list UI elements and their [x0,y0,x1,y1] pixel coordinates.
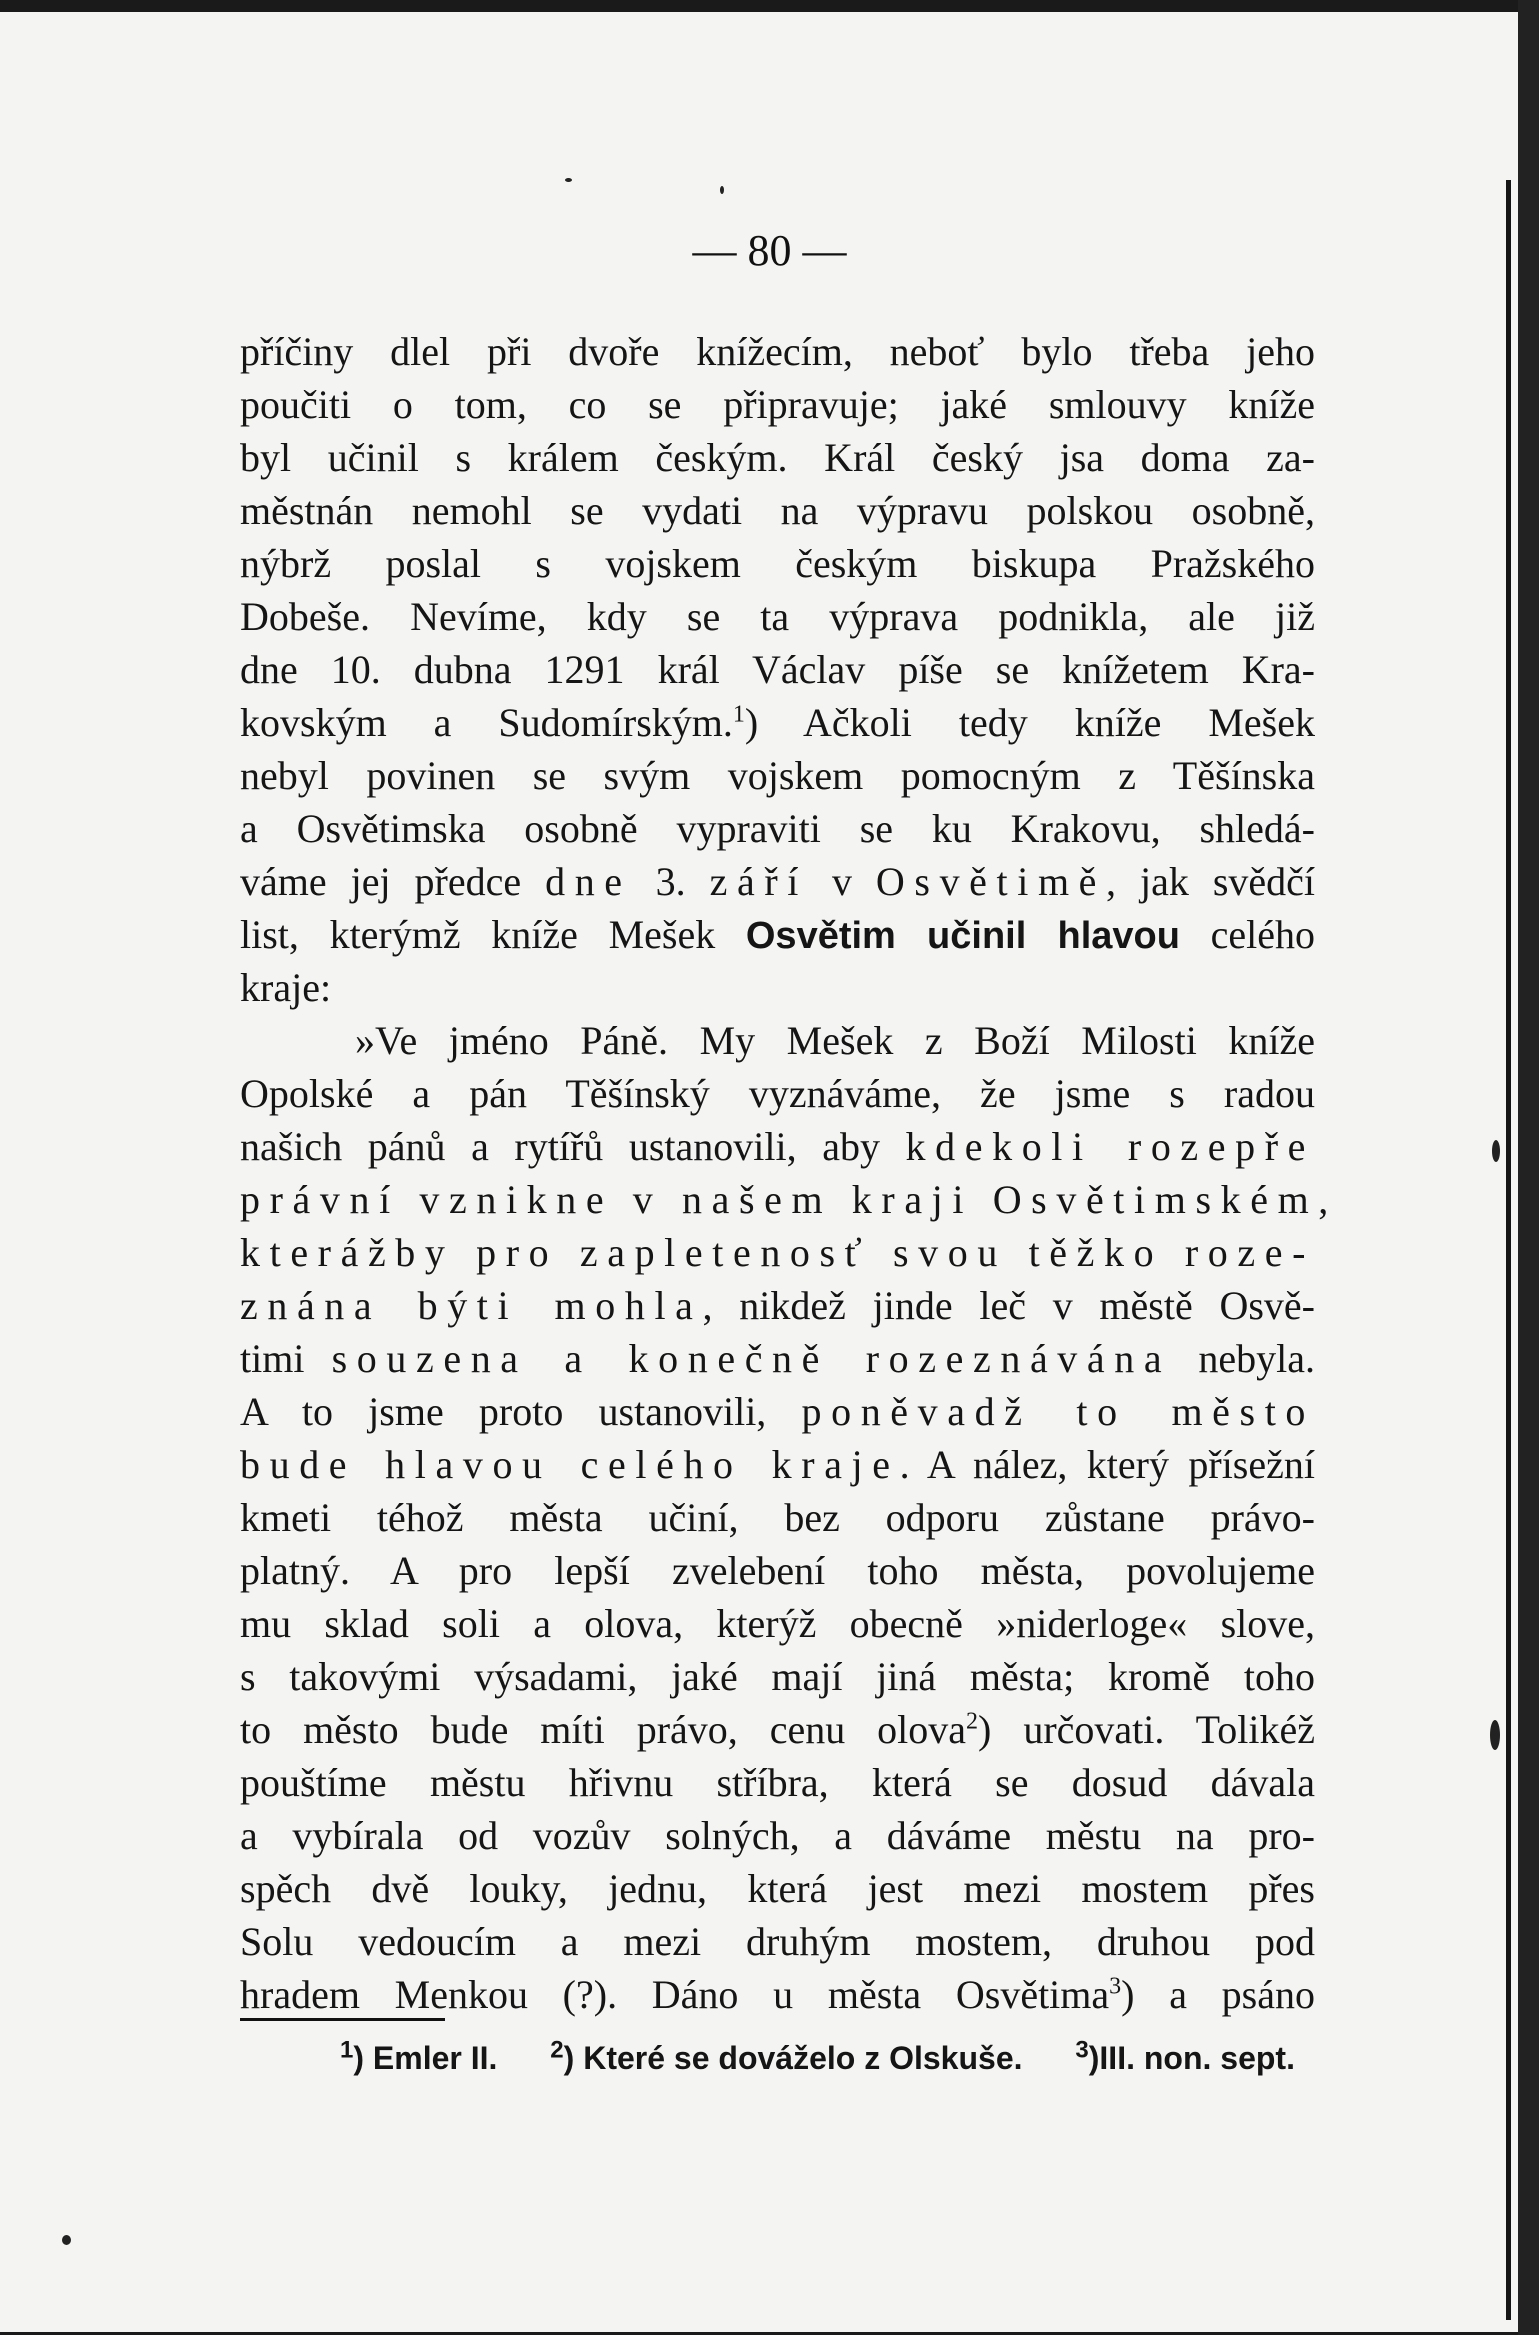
text-fragment: , jak svědčí [1106,859,1316,904]
footnote-mark: 2 [550,2036,564,2064]
footnotes [340,2036,1339,2077]
text-fragment: ) a psáno [1121,1972,1315,2017]
charter-line [240,1703,1315,1756]
charter-line [240,1120,1315,1173]
footnote-1: $^1$) Emler II. [340,2036,498,2076]
text-line [240,855,1315,908]
text-fragment: , nikdež jinde leč v městě Osvě- [702,1283,1315,1328]
charter-line [240,1279,1315,1332]
footnote-ref: 1 [732,701,745,728]
footnote-ref: 2 [966,1708,979,1735]
text-fragment: váme jej předce [240,859,546,904]
charter-line: kmeti téhož města učiní, bez odporu zůstane právo- [240,1495,1315,1540]
spaced-text: bude hlavou celého kraje [240,1442,900,1487]
scan-speck [565,178,572,182]
charter-line: pouštíme městu hřivnu stříbra, která se dosud dávala [240,1760,1315,1805]
spaced-text: znána býti mohla [240,1283,703,1328]
scan-right-border [1518,0,1539,2335]
spaced-text: dne [545,859,632,904]
spaced-text: kdekoli rozepře [905,1124,1316,1169]
text-fragment: timi [240,1336,332,1381]
charter-line: platný. A pro lepší zvelebení toho města, povolujeme [240,1548,1315,1593]
body-text [240,325,1338,2021]
charter-line: spěch dvě louky, jednu, která jest mezi mostem přes [240,1866,1315,1911]
text-line: nebyl povinen se svým vojskem pomocným z Těšínska [240,753,1315,798]
spaced-text: poněvadž to město [801,1389,1316,1434]
charter-line [240,1332,1315,1385]
footnote-mark: 3 [1075,2036,1089,2064]
spaced-text: souzena a konečně rozeznávána [331,1336,1172,1381]
page-number: — 80 — [692,226,847,275]
text-line: byl učinil s králem českým. Král český jsa doma za- [240,435,1315,480]
footnote-mark: 1 [340,2036,354,2064]
scan-speck [62,2235,71,2245]
scan-speck [1490,1720,1500,1750]
text-fragment: . A nález, který přísežní [899,1442,1315,1487]
text-line [240,908,1315,961]
text-fragment: list, kterýmž kníže Mešek [240,912,746,957]
scan-speck [720,186,724,194]
footnote-ref: 3 [1109,1973,1122,2000]
text-line: městnán nemohl se vydati na výpravu polskou osobně, [240,488,1315,533]
text-line: Dobeše. Nevíme, kdy se ta výprava podnikla, ale již [240,594,1315,639]
text-fragment: v [807,859,876,904]
text-fragment: nebyla. [1171,1336,1316,1381]
charter-line: »Ve jméno Páně. My Mešek z Boží Milosti kníže [355,1018,1315,1063]
text-fragment: hradem Menkou (?). Dáno u města Osvětima [240,1972,1110,2017]
text-fragment: našich pánů a rytířů ustanovili, aby [240,1124,906,1169]
spaced-text: Osvětimě [875,859,1107,904]
charter-line [240,1438,1315,1491]
footnote-2: $^2$) Které se dováželo z Olskuše. [550,2036,1023,2076]
scan-top-border [0,0,1539,12]
text-fragment: 3. [631,859,710,904]
charter-line: mu sklad soli a olova, kterýž obecně »niderloge« slove, [240,1601,1315,1646]
footnote-3: $^3$)III. non. sept. [1075,2036,1295,2076]
charter-line [240,1385,1315,1438]
text-fragment: to město bude míti právo, cenu olova [240,1707,967,1752]
text-line [240,696,1315,749]
text-line: a Osvětimska osobně vypraviti se ku Krakovu, shledá- [240,806,1315,851]
footnote-text: III. non. sept. [1099,2040,1295,2076]
text-line: nýbrž poslal s vojskem českým biskupa Pražského [240,541,1315,586]
footnote-text: Které se dováželo z Olskuše. [583,2040,1023,2076]
charter-line [240,1968,1315,2021]
text-line: poučiti o tom, co se připravuje; jaké smlouvy kníže [240,382,1315,427]
charter-line: Opolské a pán Těšínský vyznáváme, že jsme s radou [240,1071,1315,1116]
bold-text: Osvětim učinil hlavou [745,915,1180,957]
charter-line: a vybírala od vozův solných, a dáváme městu na pro- [240,1813,1315,1858]
charter-line: Solu vedoucím a mezi druhým mostem, druhou pod [240,1919,1315,1964]
page-edge-shadow [1506,180,1511,2320]
charter-line: právní vznikne v našem kraji Osvětimském, [240,1177,1338,1222]
spaced-text: září [709,859,808,904]
scan-speck [1492,1140,1500,1162]
text-line: příčiny dlel při dvoře knížecím, neboť bylo třeba jeho [240,329,1315,374]
text-line: dne 10. dubna 1291 král Václav píše se knížetem Kra- [240,647,1315,692]
footnote-separator-rule [240,2018,445,2021]
text-fragment: celého [1179,912,1316,957]
text-line: kraje: [240,965,332,1010]
text-fragment: ) určovati. Tolikéž [978,1707,1315,1752]
charter-line: s takovými výsadami, jaké mají jiná města; kromě toho [240,1654,1315,1699]
footnote-text: Emler II. [372,2040,498,2076]
text-fragment: A to jsme proto ustanovili, [240,1389,802,1434]
text-fragment: ) Ačkoli tedy kníže Mešek [744,700,1316,745]
charter-line: kterážby pro zapletenosť svou těžko roze- [240,1230,1315,1275]
text-fragment: kovským a Sudomírským. [240,700,733,745]
